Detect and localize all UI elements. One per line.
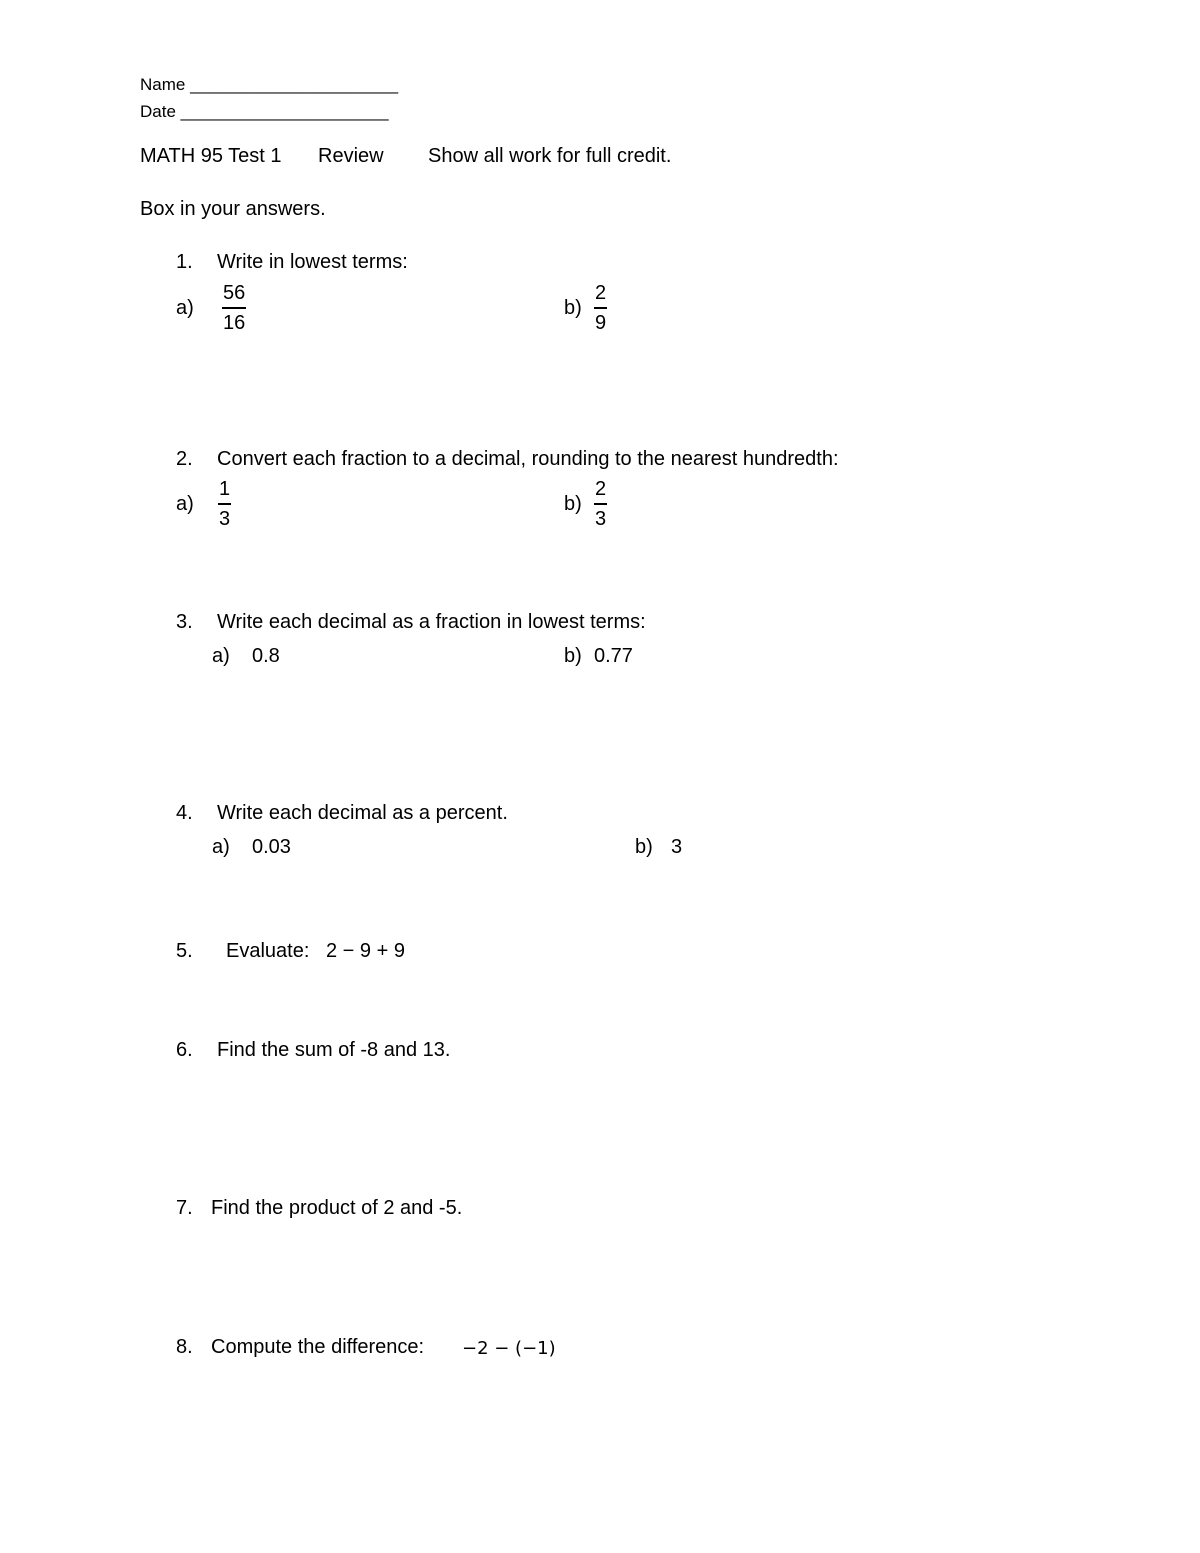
expression: 2 − 9 + 9	[326, 940, 405, 962]
question-prompt: Convert each fraction to a decimal, rounding to the nearest hundredth:	[217, 448, 839, 470]
question-prompt: Find the sum of -8 and 13.	[217, 1039, 451, 1061]
part-b-label: b)	[635, 836, 653, 858]
numerator: 2	[594, 281, 607, 309]
part-a-value: 0.03	[252, 836, 291, 858]
fraction-a	[222, 281, 246, 335]
course-title: MATH 95 Test 1	[140, 145, 282, 167]
numerator: 56	[222, 281, 246, 309]
question-number: 7.	[176, 1197, 193, 1219]
part-a-label: a)	[176, 297, 194, 319]
name-line: Name ______________________	[140, 75, 399, 94]
question-number: 8.	[176, 1336, 193, 1358]
denominator: 3	[219, 508, 231, 530]
review-label: Review	[318, 145, 384, 167]
denominator: 16	[223, 312, 246, 334]
expression: −2 − (−1)	[462, 1338, 556, 1359]
part-b-label: b)	[564, 297, 582, 319]
instructions: Show all work for full credit.	[428, 145, 672, 167]
part-b-value: 3	[671, 836, 683, 858]
question-prompt: Compute the difference:	[211, 1336, 425, 1358]
question-number: 3.	[176, 611, 193, 633]
part-b-label: b)	[564, 645, 582, 667]
numerator: 1	[218, 477, 231, 505]
question-number: 1.	[176, 251, 193, 273]
part-b-value: 0.77	[594, 645, 633, 667]
question-prompt: Write each decimal as a percent.	[217, 802, 508, 824]
question-prompt: Write in lowest terms:	[217, 251, 408, 273]
question-prompt: Evaluate:	[226, 940, 310, 962]
question-number: 2.	[176, 448, 193, 470]
part-a-label: a)	[212, 836, 230, 858]
denominator: 3	[595, 508, 607, 530]
part-a-label: a)	[212, 645, 230, 667]
box-note: Box in your answers.	[140, 198, 326, 220]
part-a-value: 0.8	[252, 645, 280, 667]
fraction-b	[594, 477, 607, 531]
date-line: Date ______________________	[140, 102, 389, 121]
part-a-label: a)	[176, 493, 194, 515]
question-number: 5.	[176, 940, 193, 962]
question-prompt: Find the product of 2 and -5.	[211, 1197, 463, 1219]
numerator: 2	[594, 477, 607, 505]
question-prompt: Write each decimal as a fraction in lowest terms:	[217, 611, 646, 633]
question-number: 6.	[176, 1039, 193, 1061]
fraction-b	[594, 281, 607, 335]
part-b-label: b)	[564, 493, 582, 515]
denominator: 9	[595, 312, 607, 334]
fraction-a	[218, 477, 231, 531]
question-number: 4.	[176, 802, 193, 824]
